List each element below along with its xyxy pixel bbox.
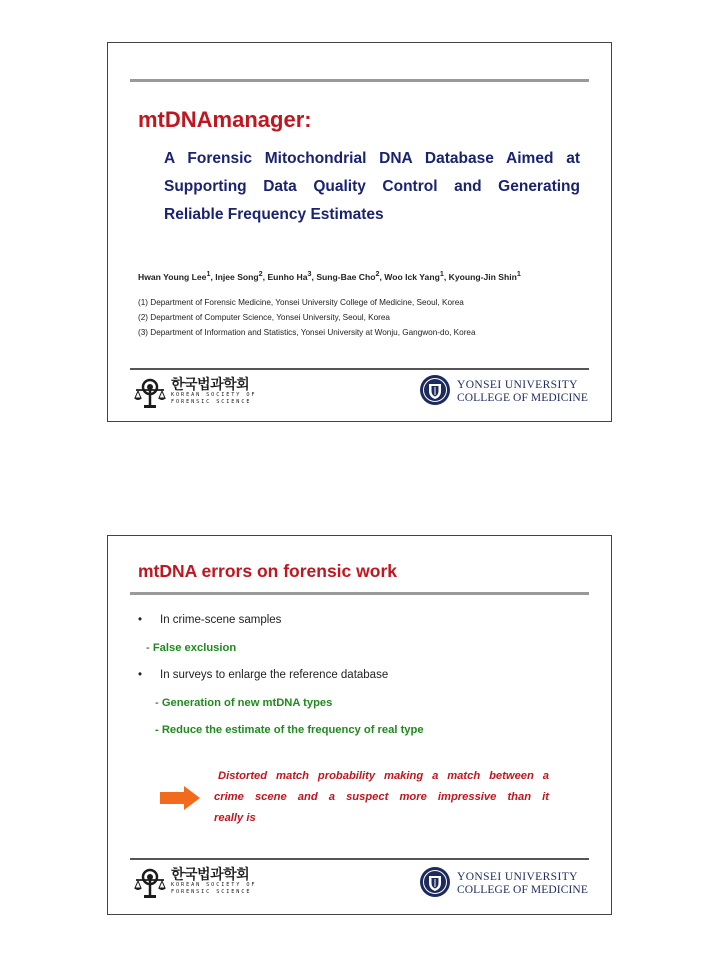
scales-emblem-icon: [133, 376, 167, 410]
slide-subtitle: [164, 145, 580, 229]
subtitle-line: Supporting Data Quality Control and Generating: [164, 178, 580, 195]
author-name: Sung-Bae Cho: [316, 271, 376, 282]
yonsei-university-text: YONSEI UNIVERSITY: [457, 871, 578, 883]
yonsei-college-text: COLLEGE OF MEDICINE: [457, 884, 588, 896]
ksfs-korean-name: 한국법과학회: [171, 866, 250, 882]
conclusion-line: Distorted match probability making a match between a: [218, 770, 549, 782]
ksfs-english-line: FORENSIC SCIENCE: [171, 888, 252, 895]
author-name: Eunho Ha: [267, 271, 308, 282]
right-arrow-icon: [160, 786, 200, 810]
bullet-text: In crime-scene samples: [160, 614, 282, 626]
author-name: Kyoung-Jin Shin: [448, 271, 517, 282]
slide-title: [107, 42, 612, 422]
author-affil-number: 1: [206, 270, 211, 278]
yonsei-college-text: COLLEGE OF MEDICINE: [457, 392, 588, 404]
yonsei-logo: [419, 866, 589, 900]
slide-heading: mtDNA errors on forensic work: [138, 561, 397, 581]
sub-item: [146, 642, 236, 654]
yonsei-university-text: YONSEI UNIVERSITY: [457, 379, 578, 391]
slide-mtdna-errors: [107, 535, 612, 915]
ksfs-logo: [133, 376, 273, 410]
author-affil-number: 2: [375, 270, 380, 278]
bullet-item: [138, 614, 281, 626]
sub-item: [155, 697, 332, 709]
author-affil-number: 2: [258, 270, 263, 278]
author-affil-number: 3: [307, 270, 312, 278]
author-name: Woo Ick Yang: [384, 271, 440, 282]
ksfs-english-line: KOREAN SOCIETY OF: [171, 392, 257, 398]
subtitle-line: Reliable Frequency Estimates: [164, 206, 384, 223]
affiliation: (1) Department of Forensic Medicine, Yonsei University College of Medicine, Seoul, Korea: [138, 298, 464, 307]
sub-text: Reduce the estimate of the frequency of real type: [161, 724, 424, 736]
ksfs-korean-name: 한국법과학회: [171, 376, 250, 392]
affiliation: (3) Department of Information and Statistics, Yonsei University at Wonju, Gangwon-do, Korea: [138, 328, 476, 337]
bullet-item: [138, 669, 388, 681]
top-divider: [130, 79, 589, 82]
author-name: Injee Song: [215, 271, 259, 282]
author-name: Hwan Young Lee: [138, 271, 207, 282]
author-affil-number: 1: [439, 270, 444, 278]
ksfs-english-line: FORENSIC SCIENCE: [171, 398, 252, 405]
sub-dash: -: [155, 724, 159, 736]
conclusion-line: crime scene and a suspect more impressive than it: [214, 791, 549, 803]
subtitle-line: A Forensic Mitochondrial DNA Database Aimed at: [164, 150, 580, 167]
bullet-dot: •: [138, 614, 143, 626]
yonsei-logo: [419, 374, 589, 408]
yonsei-shield-emblem-icon: [419, 866, 451, 898]
slide-title-heading: mtDNAmanager:: [138, 107, 312, 132]
bottom-divider: [130, 368, 589, 370]
ksfs-english-line: KOREAN SOCIETY OF: [171, 882, 257, 888]
bottom-divider: [130, 858, 589, 860]
yonsei-shield-emblem-icon: [419, 374, 451, 406]
scales-emblem-icon: [133, 866, 167, 900]
top-divider: [130, 592, 589, 595]
author-list: Hwan Young Lee$^1$, Injee Song$^2$, Eunho Ha$^3$, Sung-Bae Cho$^2$, Woo Ick Yang$^1$, Kyoung-Jin Shin$^1$: [138, 270, 521, 282]
sub-item: [155, 724, 424, 736]
conclusion-line: really is: [214, 812, 256, 824]
sub-text: Generation of new mtDNA types: [161, 697, 333, 709]
author-affil-number: 1: [516, 270, 521, 278]
ksfs-logo: [133, 866, 273, 900]
affiliation: (2) Department of Computer Science, Yonsei University, Seoul, Korea: [138, 313, 390, 322]
sub-text: False exclusion: [152, 642, 237, 654]
bullet-dot: •: [138, 669, 143, 681]
sub-dash: -: [155, 697, 159, 709]
sub-dash: -: [146, 642, 150, 654]
conclusion-text: [214, 766, 549, 829]
bullet-text: In surveys to enlarge the reference database: [160, 669, 389, 681]
